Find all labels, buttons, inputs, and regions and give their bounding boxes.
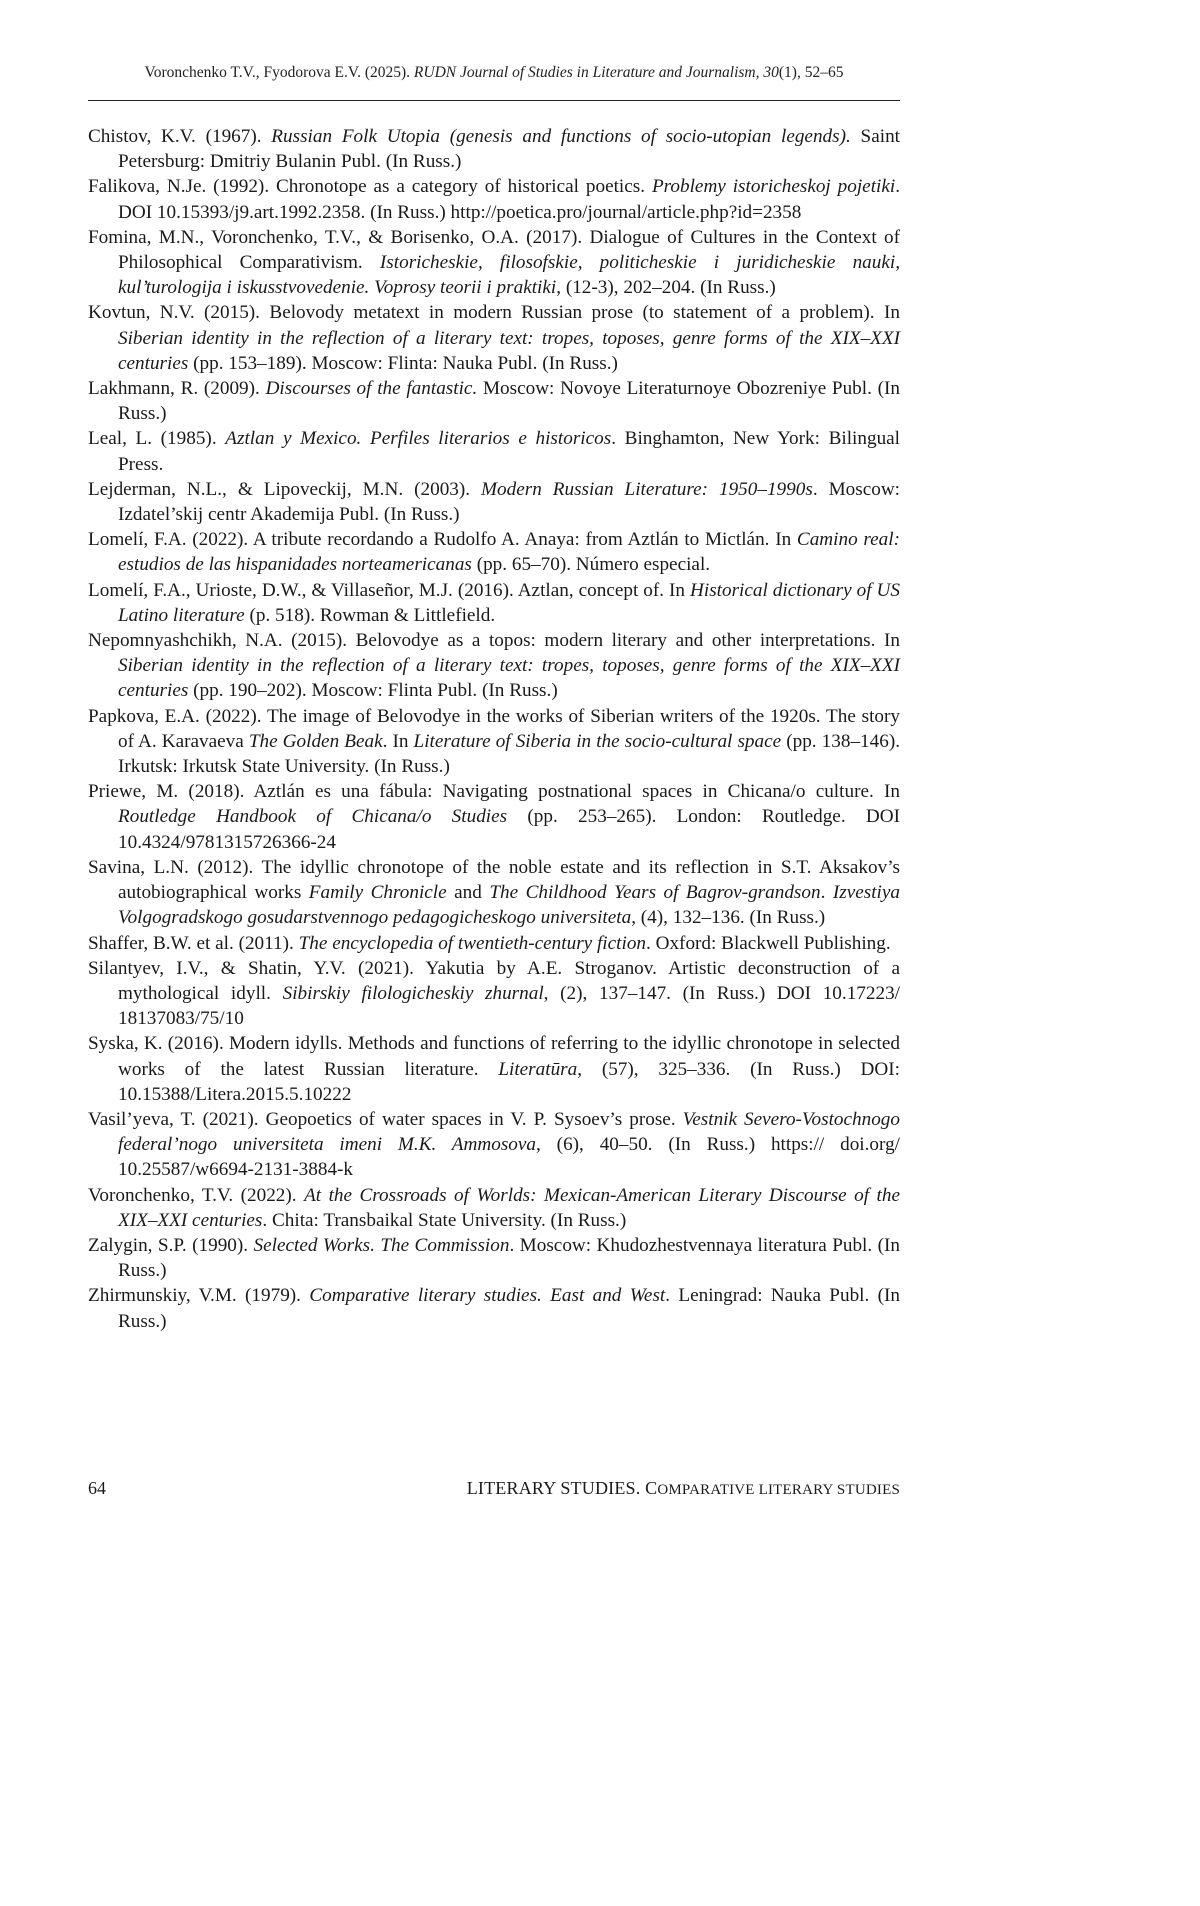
reference-entry	[88, 527, 900, 577]
section-title-smallcaps: OMPARATIVE LITERARY STUDIES	[657, 1482, 900, 1498]
page	[88, 0, 900, 1588]
reference-text: (pp. 190–202). Moscow: Flinta Publ. (In Russ.)	[188, 680, 558, 702]
reference-text: . Chita: Transbaikal State University. (In Russ.)	[262, 1209, 627, 1231]
reference-entry	[88, 225, 900, 301]
reference-title-italic: Family Chronicle	[308, 882, 447, 904]
reference-text: Nepomnyashchikh, N.A. (2015). Belovodye as a topos: modern literary and other interpretations. In	[88, 630, 900, 652]
reference-entry	[88, 1031, 900, 1107]
reference-title-italic: Routledge Handbook of Chicana/o Studies	[118, 806, 508, 828]
reference-text: Zhirmunskiy, V.M. (1979).	[88, 1285, 310, 1307]
reference-text: , (57), 325–336. (In Russ.) DOI: 10.15388/Litera.2015.5.10222	[118, 1058, 900, 1105]
section-title-prefix: LITERARY STUDIES. C	[466, 1478, 658, 1498]
reference-text: (pp. 138–146). Irkutsk: Irkutsk State University. (In Russ.)	[118, 730, 901, 778]
reference-text: Lomelí, F.A. (2022). A tribute recordando a Rudolfo A. Anaya: from Aztlán to Mictlán. In	[88, 529, 797, 551]
reference-list	[88, 124, 900, 1334]
reference-text: .	[820, 882, 833, 904]
reference-text: Syska, K. (2016). Modern idylls. Methods and functions of referring to the idyllic chronotope in selected works of the latest Russian literature.	[88, 1033, 900, 1080]
reference-text: Savina, L.N. (2012). The idyllic chronotope of the noble estate and its reflection in S.T. Aksakov’s autobiographical works	[88, 856, 900, 904]
running-header	[88, 64, 900, 82]
reference-text: . Moscow: Khudozhestvennaya literatura Publ. (In Russ.)	[118, 1234, 900, 1282]
reference-text: . Moscow: Izdatel’skij centr Akademija Publ. (In Russ.)	[118, 478, 901, 526]
reference-text: Saint Petersburg: Dmitriy Bulanin Publ. (In Russ.)	[118, 126, 900, 173]
reference-text: Zalygin, S.P. (1990).	[88, 1234, 254, 1256]
reference-entry	[88, 124, 900, 174]
reference-title-italic: The encyclopedia of twentieth-century fiction	[298, 932, 647, 954]
reference-title-italic: Istoricheskie, filosofskie, politicheskie i juridicheskie nauki, kul’turologija i iskusstvovedenie. Voprosy teorii i praktiki	[118, 252, 900, 299]
reference-title-italic: Historical dictionary of US Latino literature	[118, 579, 901, 626]
reference-entry	[88, 779, 900, 855]
reference-text: Moscow: Novoye Literaturnoye Obozreniye Publ. (In Russ.)	[118, 378, 900, 425]
reference-text: Shaffer, B.W. et al. (2011).	[88, 932, 299, 954]
reference-title-italic: Sibirskiy filologicheskiy zhurnal	[282, 982, 544, 1004]
reference-text: Fomina, M.N., Voronchenko, T.V., & Borisenko, O.A. (2017). Dialogue of Cultures in the Context of Philosophical Comparativism.	[88, 226, 900, 274]
reference-text: , (4), 132–136. (In Russ.)	[631, 907, 826, 929]
header-rule	[88, 100, 900, 101]
reference-entry	[88, 1183, 900, 1233]
reference-text: , (12-3), 202–204. (In Russ.)	[556, 277, 776, 299]
reference-entry	[88, 426, 900, 476]
reference-text: , (2), 137–147. (In Russ.) DOI 10.17223/ 18137083/75/10	[118, 982, 900, 1030]
reference-entry	[88, 300, 900, 376]
reference-text: Lomelí, F.A., Urioste, D.W., & Villaseñor, M.J. (2016). Aztlan, concept of. In	[88, 579, 690, 601]
reference-entry	[88, 1233, 900, 1283]
reference-text: . Binghamton, New York: Bilingual Press.	[118, 428, 901, 475]
reference-title-italic: Discourses of the fantastic.	[265, 378, 478, 400]
reference-entry	[88, 477, 900, 527]
reference-title-italic: Siberian identity in the reflection of a literary text: tropes, toposes, genre forms of the XIX–XXI centuries	[118, 327, 900, 374]
reference-title-italic: Izvestiya Volgogradskogo gosudarstvennogo pedagogicheskogo universiteta	[118, 882, 900, 929]
reference-text: Kovtun, N.V. (2015). Belovody metatext in modern Russian prose (to statement of a problem). In	[88, 302, 900, 324]
reference-title-italic: At the Crossroads of Worlds: Mexican-American Literary Discourse of the XIX–XXI centuries	[118, 1184, 900, 1231]
reference-text: (p. 518). Rowman & Littlefield.	[244, 604, 496, 626]
reference-title-italic: Selected Works. The Commission	[253, 1234, 510, 1256]
reference-text: Voronchenko, T.V. (2022).	[88, 1184, 305, 1206]
reference-entry	[88, 578, 900, 628]
reference-title-italic: Aztlan y Mexico. Perfiles literarios e historicos	[225, 428, 612, 450]
reference-text: , (6), 40–50. (In Russ.) https:// doi.org/ 10.25587/w6694-2131-3884-k	[118, 1134, 900, 1181]
reference-text: (pp. 153–189). Moscow: Flinta: Nauka Publ. (In Russ.)	[188, 352, 618, 374]
header-issue-pages: (1), 52–65	[778, 64, 844, 81]
reference-text: Silantyev, I.V., & Shatin, Y.V. (2021). Yakutia by A.E. Stroganov. Artistic deconstruction of a mythological idyll.	[88, 957, 900, 1004]
reference-text: Lejderman, N.L., & Lipoveckij, M.N. (2003).	[88, 478, 482, 500]
reference-entry	[88, 628, 900, 704]
reference-entry	[88, 174, 900, 224]
header-journal: RUDN Journal of Studies in Literature and Journalism,	[413, 64, 760, 81]
reference-entry	[88, 855, 900, 931]
reference-text: Chistov, K.V. (1967).	[88, 126, 272, 147]
reference-text: Papkova, E.A. (2022). The image of Belovodye in the works of Siberian writers of the 1920s. The story of A. Karavaeva	[88, 705, 900, 752]
reference-text: . Leningrad: Nauka Publ. (In Russ.)	[118, 1285, 901, 1332]
reference-text: . In	[382, 730, 414, 752]
reference-text: (pp. 65–70). Número especial.	[471, 554, 711, 576]
reference-text: Lakhmann, R. (2009).	[88, 378, 266, 400]
reference-text: Falikova, N.Je. (1992). Chronotope as a category of historical poetics.	[88, 176, 652, 198]
reference-entry	[88, 704, 900, 780]
reference-title-italic: The Golden Beak	[248, 730, 383, 752]
reference-entry	[88, 1107, 900, 1183]
reference-title-italic: Problemy istoricheskoj pojetiki	[651, 176, 896, 198]
header-authors-year: Voronchenko T.V., Fyodorova E.V. (2025).	[144, 64, 411, 81]
reference-text: . DOI 10.15393/j9.art.1992.2358. (In Russ.) http://poetica.pro/journal/article.php?id=2358	[118, 176, 900, 223]
header-volume: 30	[763, 64, 779, 81]
reference-title-italic: Comparative literary studies. East and West	[309, 1285, 666, 1307]
reference-text: and	[446, 882, 490, 904]
reference-entry	[88, 376, 900, 426]
reference-text: Priewe, M. (2018). Aztlán es una fábula: Navigating postnational spaces in Chicana/o culture. In	[88, 781, 900, 803]
reference-entry	[88, 956, 900, 1032]
reference-title-italic: Literatūra	[498, 1058, 578, 1080]
reference-text: (pp. 253–265). London: Routledge. DOI 10.4324/9781315726366-24	[118, 806, 900, 853]
reference-entry	[88, 931, 900, 956]
reference-text: Leal, L. (1985).	[88, 428, 226, 450]
page-number: 64	[88, 1478, 106, 1498]
reference-title-italic: Siberian identity in the reflection of a literary text: tropes, toposes, genre forms of the XIX–XXI centuries	[118, 655, 900, 702]
section-title	[467, 1478, 900, 1499]
reference-title-italic: Russian Folk Utopia (genesis and functions of socio-utopian legends).	[271, 126, 851, 147]
reference-title-italic: The Childhood Years of Bagrov-grandson	[489, 882, 821, 904]
reference-title-italic: Vestnik Severo-Vostochnogo federal’nogo universiteta imeni M.K. Ammosova	[118, 1108, 900, 1156]
reference-entry	[88, 1283, 900, 1333]
reference-title-italic: Literature of Siberia in the socio-cultural space	[413, 730, 782, 752]
reference-title-italic: Modern Russian Literature: 1950–1990s	[481, 478, 813, 500]
reference-title-italic: Camino real: estudios de las hispanidades norteamericanas	[118, 529, 900, 576]
reference-text: Vasil’yeva, T. (2021). Geopoetics of water spaces in V. P. Sysoev’s prose.	[88, 1108, 683, 1130]
reference-text: . Oxford: Blackwell Publishing.	[646, 932, 891, 954]
